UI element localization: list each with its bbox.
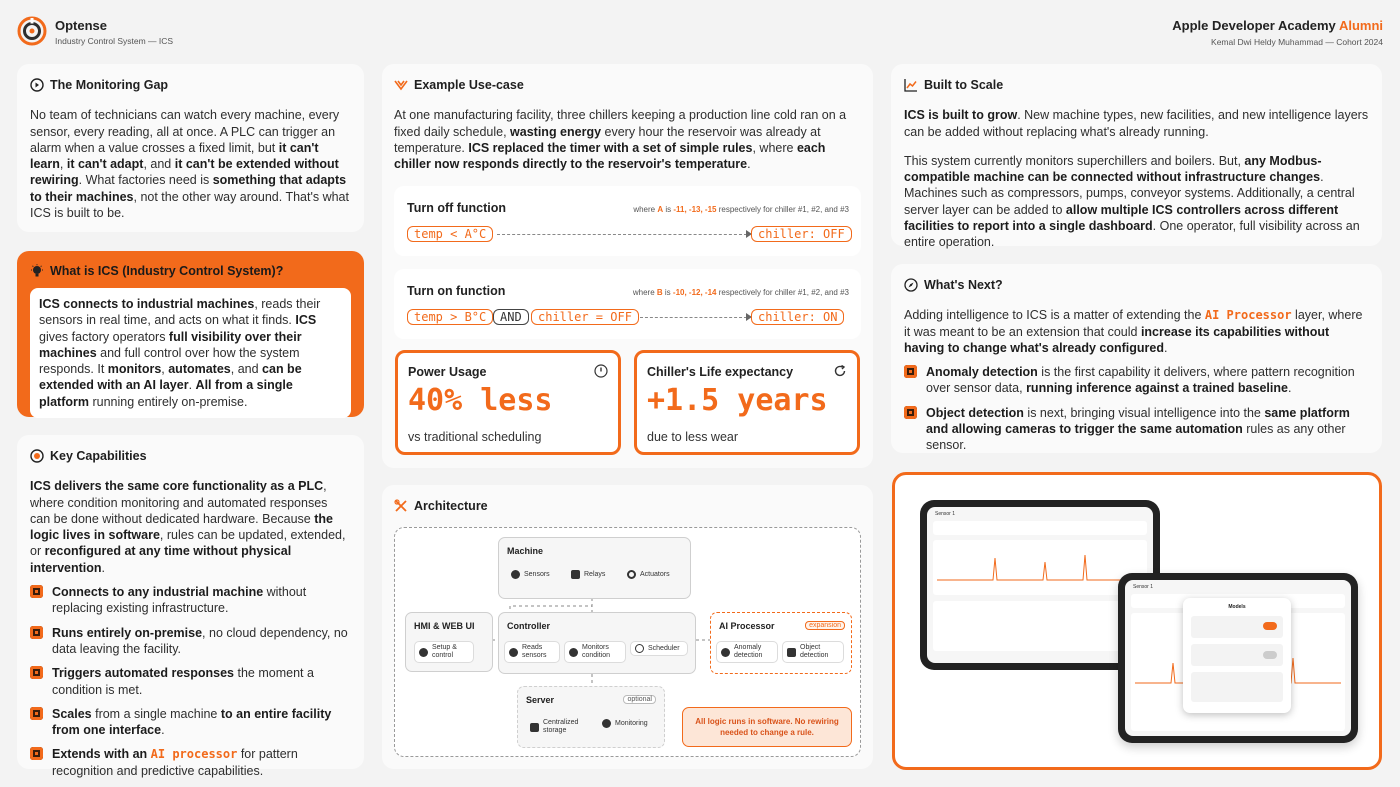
architecture-diagram — [394, 527, 861, 757]
badge-icon — [30, 449, 44, 463]
model-toggle[interactable] — [1263, 651, 1277, 659]
bullet-icon — [30, 626, 43, 639]
monitoring-gap-card — [17, 64, 364, 232]
next-item: Anomaly detection is the first capability it delivers, where pattern recognition over sensor data, running inference against a trained baseline. — [904, 364, 1369, 397]
read-icon — [509, 648, 518, 657]
what-is-ics-card — [17, 251, 364, 417]
use-case-title: Example Use-case — [414, 78, 524, 92]
bullet-icon — [30, 747, 43, 760]
compass-icon — [904, 278, 918, 292]
bullet-icon — [904, 365, 917, 378]
capability-item: Triggers automated responses the moment a condition is met. — [30, 665, 351, 698]
sensor-icon — [511, 570, 520, 579]
what-is-ics-body: ICS connects to industrial machines, reads their sensors in real time, and acts on what it finds. ICS gives factory operators full visibility over their machines and full control over how the system responds. It monitors, automates, and can be extended with an AI layer. All from a single platform running entirely on-premise. — [30, 288, 351, 418]
life-expectancy-metric — [634, 350, 860, 455]
tools-icon — [394, 499, 408, 513]
machine-node — [498, 537, 691, 599]
brand-subtitle: Industry Control System — ICS — [55, 36, 174, 46]
header — [0, 0, 1400, 58]
alumni-badge: Alumni — [1338, 18, 1383, 33]
refresh-icon — [833, 364, 847, 378]
actuators-chip: Actuators — [623, 568, 674, 581]
growth-chart-icon — [904, 78, 918, 92]
monitoring-gap-title: The Monitoring Gap — [50, 78, 169, 92]
eye-icon — [602, 719, 611, 728]
brand-title: Optense — [55, 18, 108, 33]
state-pill: chiller = OFF — [531, 309, 639, 325]
turn-on-note: where B is -10, -12, -14 respectively for chiller #1, #2, and #3 — [632, 288, 849, 297]
device-mockup-frame — [892, 472, 1382, 770]
clock-icon — [635, 644, 644, 653]
turn-off-note: where A is -11, -13, -15 respectively for chiller #1, #2, and #3 — [633, 205, 849, 214]
reads-sensors-chip: Reads sensors — [504, 641, 560, 663]
result-pill: chiller: OFF — [751, 226, 852, 242]
bullet-icon — [30, 666, 43, 679]
bullet-icon — [904, 406, 917, 419]
next-item: Object detection is next, bringing visual intelligence into the same platform and allowing cameras to trigger the same automation rules as any other sensor. — [904, 405, 1369, 454]
hmi-node — [405, 612, 493, 672]
what-is-ics-title: What is ICS (Industry Control System)? — [50, 264, 284, 278]
machine-node-title: Machine — [507, 546, 544, 556]
controller-node — [498, 612, 696, 674]
expansion-tag: expansion — [805, 621, 845, 630]
key-capabilities-intro: ICS delivers the same core functionality as a PLC, where condition monitoring and automated responses can be done without dedicated hardware. Because the logic lives in software, rules can be updated, extended, or reconfigured at any time without physical intervention. — [30, 479, 346, 575]
models-dialog — [1183, 598, 1291, 713]
hmi-node-title: HMI & WEB UI — [414, 621, 475, 631]
power-icon — [594, 364, 608, 378]
architecture-note: All logic runs in software. No rewiring needed to change a rule. — [682, 707, 852, 747]
result-pill: chiller: ON — [751, 309, 844, 325]
models-dialog-title: Models — [1228, 604, 1246, 610]
academy-title: Apple Developer Academy Alumni — [1172, 18, 1383, 33]
relays-chip: Relays — [567, 568, 609, 581]
relay-icon — [571, 570, 580, 579]
key-capabilities-card — [17, 435, 364, 778]
condition-pill: temp < A°C — [407, 226, 493, 242]
ai-processor-node — [710, 612, 852, 674]
setup-chip: Setup & control — [414, 641, 474, 663]
optional-tag: optional — [623, 695, 656, 704]
power-usage-title: Power Usage — [408, 365, 487, 379]
turn-on-function — [394, 269, 861, 339]
storage-chip: Centralized storage — [526, 717, 590, 737]
built-to-scale-card — [891, 64, 1382, 250]
capability-item: Runs entirely on-premise, no cloud dependency, no data leaving the facility. — [30, 625, 351, 658]
key-capabilities-title: Key Capabilities — [50, 449, 147, 463]
life-expectancy-sub: due to less wear — [647, 430, 739, 444]
lightbulb-icon — [30, 264, 44, 278]
architecture-title: Architecture — [414, 499, 488, 513]
use-case-card — [382, 64, 873, 468]
whats-next-card — [891, 264, 1382, 453]
server-node-title: Server — [526, 695, 555, 705]
monitoring-gap-text: No team of technicians can watch every machine, every sensor, every reading, all at once. A PLC can trigger an alarm when a value crosses a fixed limit, but it can't learn, it can't adapt, and it can't be extended without rewiring. What factories need is something that adapts to their machines, not the other way around. That's what ICS is built to be. — [30, 108, 349, 221]
camera-icon — [787, 648, 796, 657]
power-usage-sub: vs traditional scheduling — [408, 430, 542, 444]
capability-item: Extends with an AI processor for pattern recognition and predictive capabilities. — [30, 746, 351, 779]
optense-logo-icon — [17, 16, 47, 46]
tablet-2-screen — [1125, 580, 1351, 736]
author-line: Kemal Dwi Heldy Muhammad — Cohort 2024 — [1211, 37, 1383, 47]
gear-icon — [569, 648, 578, 657]
model-toggle[interactable] — [1263, 622, 1277, 630]
actuator-icon — [627, 570, 636, 579]
monitoring-chip: Monitoring — [598, 717, 658, 730]
whats-next-text: Adding intelligence to ICS is a matter of extending the AI Processor layer, where it was meant to be an extension that could increase its capabilities without having to change what's already configured. — [904, 308, 1363, 355]
power-usage-value: 40% less — [408, 383, 553, 418]
target-icon — [30, 78, 44, 92]
whats-next-title: What's Next? — [924, 278, 1003, 292]
anomaly-icon — [721, 648, 730, 657]
hand-icon — [419, 648, 428, 657]
bullet-icon — [30, 707, 43, 720]
monitors-chip: Monitors condition — [564, 641, 626, 663]
life-expectancy-title: Chiller's Life expectancy — [647, 365, 794, 379]
sensors-chip: Sensors — [507, 568, 554, 581]
turn-off-function — [394, 186, 861, 256]
tablet-mockup-2 — [1118, 573, 1358, 743]
tablet-2-sensor-label: Sensor 1 — [1133, 584, 1154, 590]
turn-off-title: Turn off function — [407, 201, 507, 215]
server-node — [517, 686, 665, 748]
scale-text-1: ICS is built to grow. New machine types, new facilities, and new intelligence layers can be added without replacing what's already running. — [904, 108, 1369, 139]
storage-icon — [530, 723, 539, 732]
capability-item: Scales from a single machine to an entire facility from one interface. — [30, 706, 351, 739]
use-case-text: At one manufacturing facility, three chillers keeping a production line cold ran on a fixed daily schedule, wasting energy every hour the reservoir was already at temperature. ICS replaced the timer with a set of simple rules, where each chiller now responds directly to the reservoir's temperature. — [394, 108, 847, 172]
life-expectancy-value: +1.5 years — [647, 383, 828, 418]
tablet-history-chart — [933, 540, 1147, 595]
tablet-sensor-label: Sensor 1 — [935, 511, 956, 517]
scheduler-chip: Scheduler — [630, 641, 688, 656]
anomaly-chip: Anomaly detection — [716, 641, 778, 663]
built-to-scale-title: Built to Scale — [924, 78, 1004, 92]
and-pill: AND — [493, 309, 529, 325]
turn-on-title: Turn on function — [407, 284, 506, 298]
scale-text-2: This system currently monitors superchillers and boilers. But, any Modbus-compatible machine can be connected without infrastructure changes. Machines such as compressors, pumps, conveyor systems. Additionally, a central server layer can be added to allow multiple ICS controllers across different facilities to report into a single dashboard. One operator, full visibility across an entire operation. — [904, 153, 1360, 250]
factory-icon — [394, 78, 408, 92]
power-usage-metric — [395, 350, 621, 455]
condition-pill: temp > B°C — [407, 309, 493, 325]
bullet-icon — [30, 585, 43, 598]
header-right — [1172, 18, 1383, 47]
controller-node-title: Controller — [507, 621, 551, 631]
object-chip: Object detection — [782, 641, 844, 663]
ai-processor-title: AI Processor — [719, 621, 775, 631]
capability-item: Connects to any industrial machine without replacing existing infrastructure. — [30, 584, 351, 617]
